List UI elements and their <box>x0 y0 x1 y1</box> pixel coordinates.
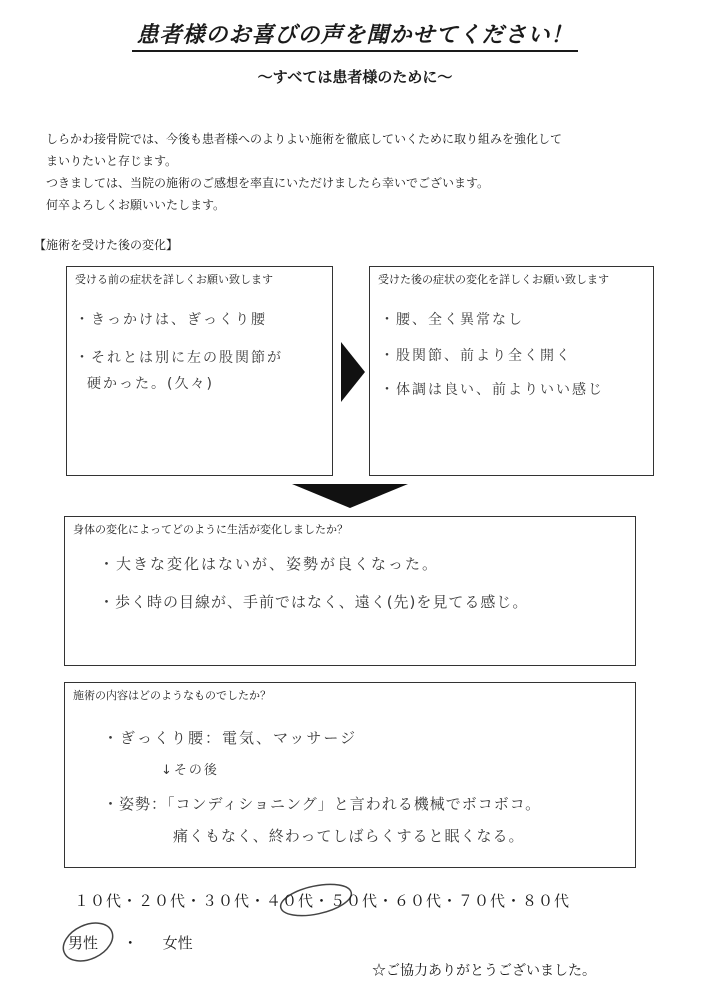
gender-separator: ・ <box>122 934 138 952</box>
intro-line: まいりたいと存じます。 <box>46 154 178 168</box>
gender-options <box>68 932 193 953</box>
intro-line: 何卒よろしくお願いいたします。 <box>46 198 226 212</box>
treatment-answer-1: ・ぎっくり腰：電気、マッサージ <box>103 729 358 747</box>
section-label: 【施術を受けた後の変化】 <box>34 238 179 252</box>
life-answer-2: ・歩く時の目線が、手前ではなく、遠く(先)を見てる感じ。 <box>99 593 529 611</box>
life-answer-1: ・大きな変化はないが、姿勢が良くなった。 <box>99 555 440 573</box>
before-symptoms-label: 受ける前の症状を詳しくお願い致します <box>75 273 273 286</box>
right-arrow-icon <box>341 342 365 402</box>
page-title: 患者様のお喜びの声を聞かせてください！ <box>0 18 710 49</box>
intro-line: しらかわ接骨院では、今後も患者様へのよりよい施術を徹底していくために取り組みを強化して <box>46 132 563 146</box>
intro-line: つきましては、当院の施術のご感想を率直にいただけましたら幸いでございます。 <box>46 176 490 190</box>
treatment-answer-3: ・姿勢：「コンディショニング」と言われる機械でボコボコ。 <box>103 795 542 813</box>
gender-male: 男性 <box>68 934 99 952</box>
after-answer-3: ・体調は良い、前よりいい感じ <box>380 382 604 398</box>
down-arrow-icon <box>292 484 408 508</box>
page-subtitle: ～すべては患者様のために～ <box>257 68 453 86</box>
before-answer-1: ・きっかけは、ぎっくり腰 <box>75 312 267 328</box>
after-symptoms-label: 受けた後の症状の変化を詳しくお願い致します <box>378 273 609 286</box>
gender-female: 女性 <box>162 934 193 952</box>
treatment-answer-2: ↓その後 <box>161 763 219 778</box>
treatment-answer-4: 痛くもなく、終わってしばらくすると眠くなる。 <box>173 827 525 845</box>
life-change-label: 身体の変化によってどのように生活が変化しましたか？ <box>73 523 348 536</box>
before-answer-3: 硬かった。(久々) <box>87 376 214 392</box>
treatment-label: 施術の内容はどのようなものでしたか？ <box>73 689 271 702</box>
thanks-message: ☆ご協力ありがとうございました。 <box>372 963 596 979</box>
age-options: １０代・２０代・３０代・４０代・５０代・６０代・７０代・８０代 <box>74 892 571 910</box>
before-answer-2: ・それとは別に左の股関節が <box>75 350 283 366</box>
after-answer-2: ・股関節、前より全く開く <box>380 348 572 364</box>
after-answer-1: ・腰、全く異常なし <box>380 312 524 328</box>
